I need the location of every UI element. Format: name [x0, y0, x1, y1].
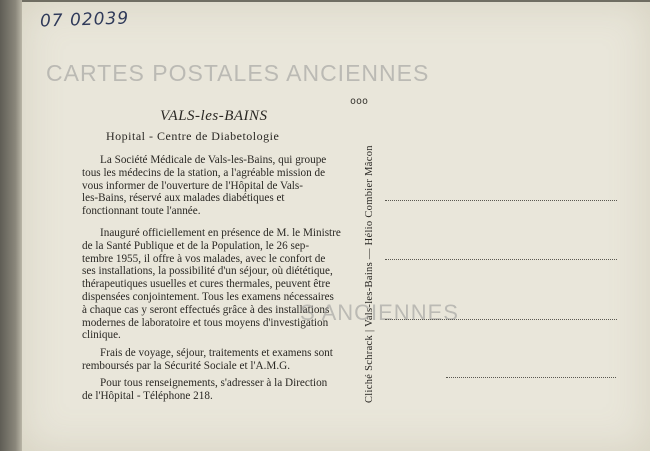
address-line	[385, 259, 617, 260]
paragraph-3	[82, 347, 362, 373]
text-line: Frais de voyage, séjour, traitements et examens sont	[100, 347, 333, 359]
text-line: tous les médecins de la station, a l'agréable mission de	[82, 166, 326, 179]
text-line: remboursés par la Sécurité Sociale et l'A.M.G.	[82, 359, 290, 372]
text-line: clinique.	[82, 329, 121, 342]
text-line: Inauguré officiellement en présence de M. le Ministre	[100, 227, 341, 239]
address-line	[385, 200, 617, 201]
address-line	[385, 319, 617, 320]
card-subtitle: Hopital - Centre de Diabetologie	[106, 129, 280, 143]
text-line: ses installations, la possibilité d'un séjour, où diététique,	[82, 265, 333, 278]
text-line: dispensées conjointement. Tous les examens nécessaires	[82, 290, 334, 303]
text-line: Pour tous renseignements, s'adresser à la Direction	[100, 377, 328, 389]
text-line: fonctionnant toute l'année.	[82, 205, 201, 218]
text-line: de la Santé Publique et de la Population, le 26 sep-	[82, 239, 310, 252]
text-line: de l'Hôpital - Téléphone 218.	[82, 389, 213, 402]
text-line: La Société Médicale de Vals-les-Bains, qui groupe	[100, 154, 327, 166]
text-line: modernes de laboratoire et tous moyens d'investigation	[82, 316, 329, 329]
text-line: à chaque cas y seront effectués grâce à des installations	[82, 303, 330, 316]
ornament: ooo	[350, 96, 369, 107]
watermark-text: CARTES POSTALES ANCIENNES	[46, 60, 430, 86]
paragraph-4	[82, 377, 362, 403]
text-line: vous informer de l'ouverture de l'Hôpital de Vals-	[82, 179, 303, 192]
text-line: thérapeutiques usuelles et cures thermales, peuvent être	[82, 278, 331, 291]
text-line: tembre 1955, il offre à vos malades, avec le confort de	[82, 252, 326, 265]
reference-number: 07 02039	[39, 8, 130, 32]
card-edge-shadow	[0, 0, 22, 451]
card-title: VALS-les-BAINS	[160, 108, 268, 124]
address-line	[446, 377, 616, 378]
paragraph-1	[82, 154, 362, 218]
watermark-text-overlay: S ANCIENNES	[300, 300, 459, 325]
printer-credit: Cliché Schrack | Vals-les-Bains — Hélio Combier Mâcon	[364, 145, 375, 403]
text-line: les-Bains, réservé aux malades diabétiques et	[82, 192, 285, 205]
